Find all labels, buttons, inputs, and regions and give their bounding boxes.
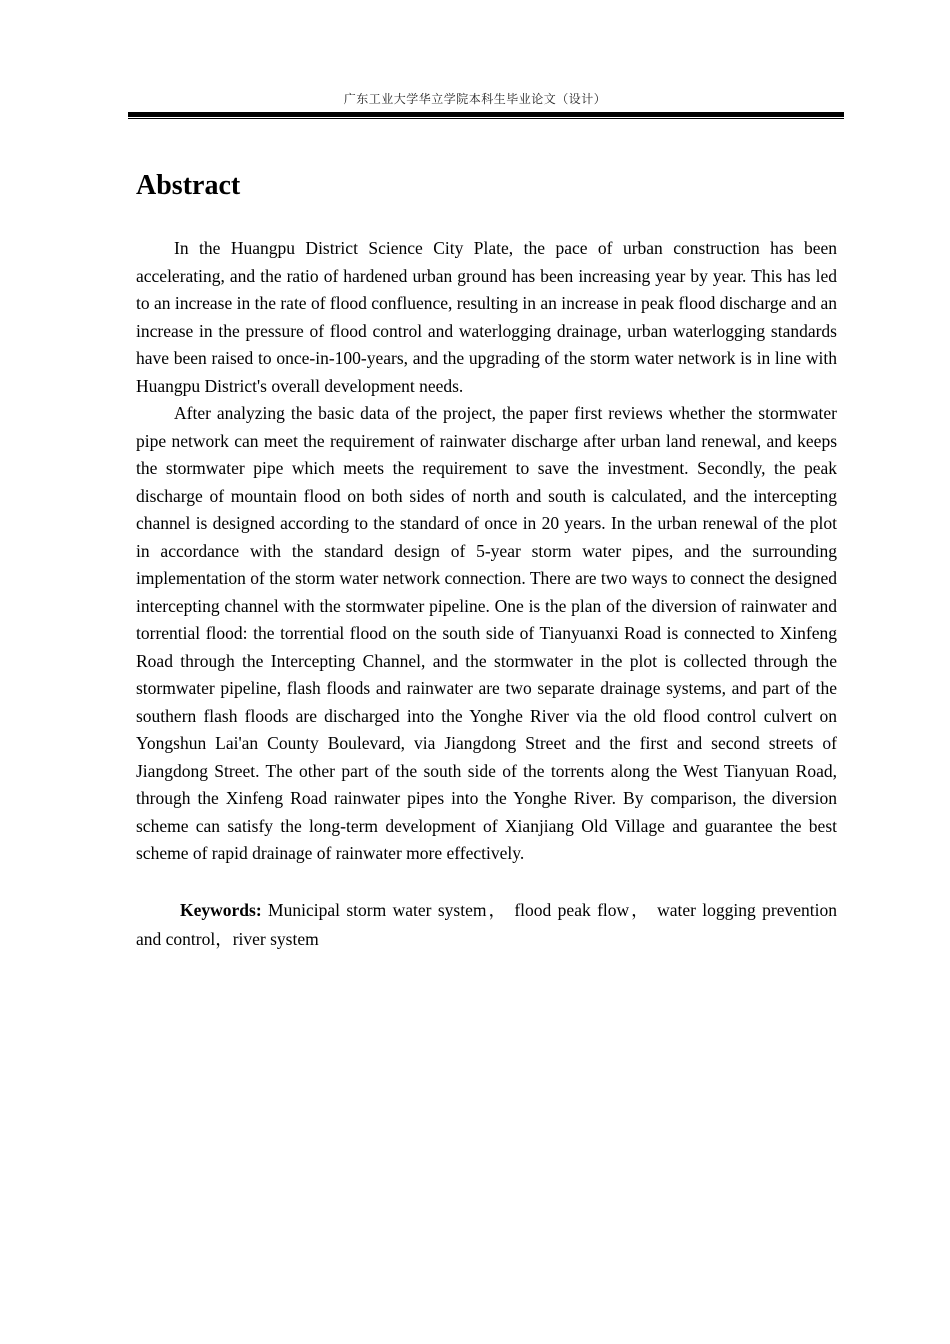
keywords-line (136, 896, 837, 954)
keywords-text: Municipal storm water system， flood peak flow， water logging prevention and control，river system (136, 899, 838, 949)
abstract-body (136, 235, 837, 954)
abstract-paragraph-1: In the Huangpu District Science City Plate, the pace of urban construction has been accelerating, and the ratio of hardened urban ground has been increasing year by year. This has led to an increase in the rate of flood confluence, resulting in an increase in peak flood discharge and an increase in the pressure of flood control and waterlogging drainage, urban waterlogging standards have been raised to once-in-100-years, and the upgrading of the storm water network is in line with Huangpu District's overall development needs. (136, 238, 837, 396)
header-rule-thick (128, 112, 844, 117)
keywords-label: Keywords: (180, 899, 262, 920)
abstract-paragraph-2: After analyzing the basic data of the project, the paper first reviews whether the stormwater pipe network can meet the requirement of rainwater discharge after urban land renewal, and keeps the stormwater pipe which meets the requirement to save the investment. Secondly, the peak discharge of mountain flood on both sides of north and south is calculated, and the intercepting channel is designed according to the standard of once in 20 years. In the urban renewal of the plot in accordance with the standard design of 5-year storm water pipes, and the surrounding implementation of the storm water network connection. There are two ways to connect the designed intercepting channel with the stormwater pipeline. One is the plan of the diversion of rainwater and torrential flood: the torrential flood on the south side of Tianyuanxi Road is connected to Xinfeng Road through the Intercepting Channel, and the stormwater in the plot is collected through the stormwater pipeline, flash floods and rainwater are two separate drainage systems, and part of the southern flash floods are discharged into the Yonghe River via the old flood control culvert on Yongshun Lai'an County Boulevard, via Jiangdong Street and the first and second streets of Jiangdong Street. The other part of the south side of the torrents along the West Tianyuan Road, through the Xinfeng Road rainwater pipes into the Yonghe River. By comparison, the diversion scheme can satisfy the long-term development of Xianjiang Old Village and guarantee the best scheme of rapid drainage of rainwater more effectively. (136, 403, 837, 863)
header-rule-thin (128, 118, 844, 119)
page-title: Abstract (136, 170, 241, 201)
running-header: 广东工业大学华立学院本科生毕业论文（设计） (343, 92, 607, 106)
